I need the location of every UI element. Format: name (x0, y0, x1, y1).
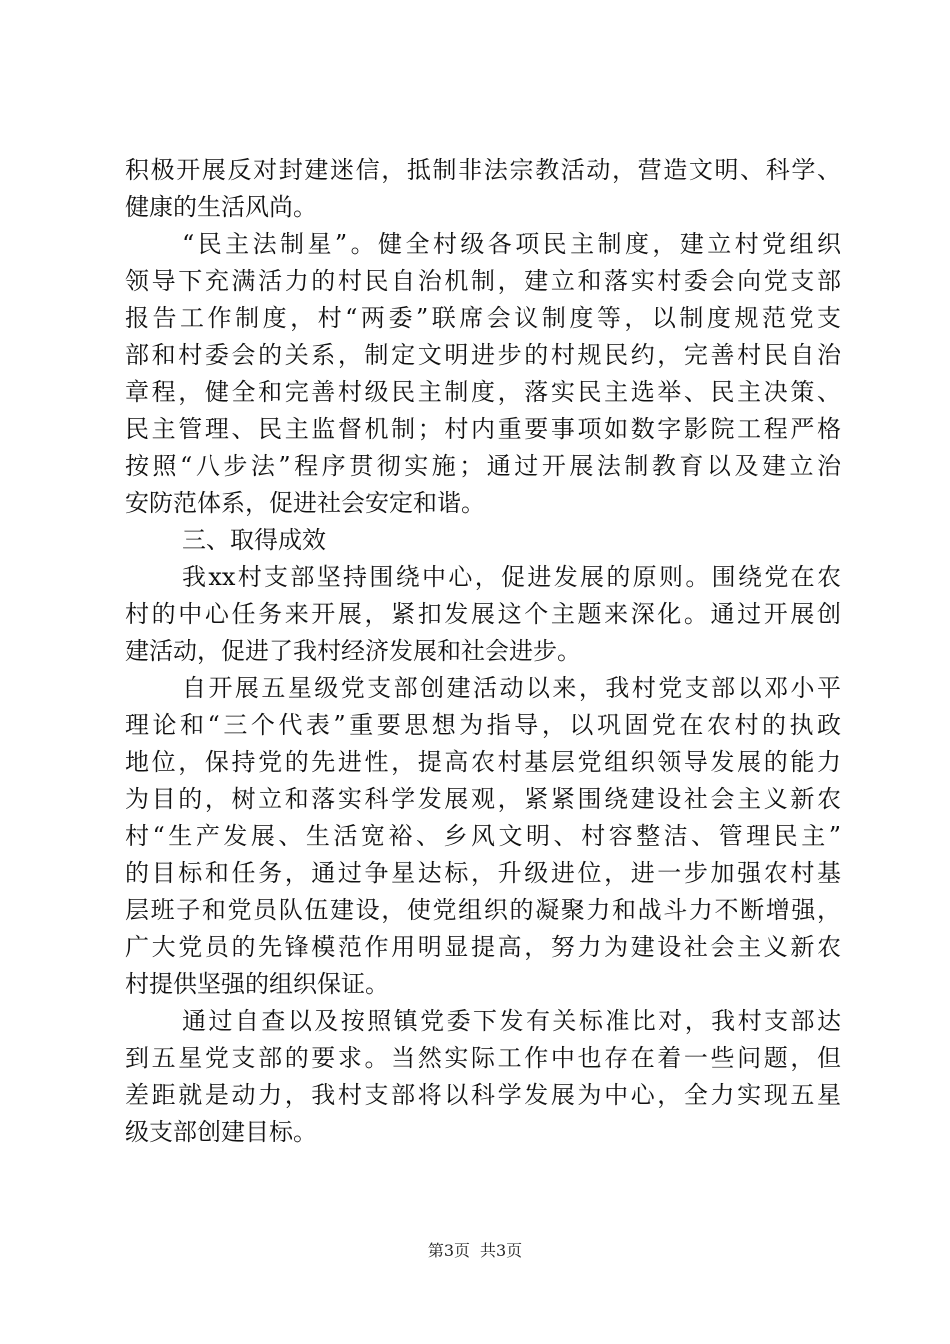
text-line: 级支部创建目标。 (125, 1118, 317, 1146)
text-line: 层班子和党员队伍建设，使党组织的凝聚力和战斗力不断增强， (125, 896, 841, 924)
text-line: 地位，保持党的先进性，提高农村基层党组织领导发展的能力 (125, 748, 841, 776)
section-heading: 三、取得成效 (182, 526, 326, 554)
paragraph-first-line: 自开展五星级党支部创建活动以来，我村党支部以邓小平 (182, 674, 841, 702)
text-line: 村的中心任务来开展，紧扣发展这个主题来深化。通过开展创 (125, 600, 841, 628)
page-number: 第3页 (427, 1241, 470, 1260)
text-line: 民主管理、民主监督机制；村内重要事项如数字影院工程严格 (125, 415, 841, 443)
text-line: 广大党员的先锋模范作用明显提高，努力为建设社会主义新农 (125, 933, 841, 961)
text-line: 村“生产发展、生活宽裕、乡风文明、村容整洁、管理民主” (125, 822, 841, 850)
text-line: 按照“八步法”程序贯彻实施；通过开展法制教育以及建立治 (125, 452, 841, 480)
paragraph-first-line: 通过自查以及按照镇党委下发有关标准比对，我村支部达 (182, 1007, 841, 1035)
text-line: 报告工作制度，村“两委”联席会议制度等，以制度规范党支 (125, 304, 841, 332)
text-line: 为目的，树立和落实科学发展观，紧紧围绕建设社会主义新农 (125, 785, 841, 813)
text-line: 到五星党支部的要求。当然实际工作中也存在着一些问题，但 (125, 1044, 841, 1072)
text-line: 差距就是动力，我村支部将以科学发展为中心，全力实现五星 (125, 1081, 841, 1109)
text-line: 章程，健全和完善村级民主制度，落实民主选举、民主决策、 (125, 378, 841, 406)
text-line: 的目标和任务，通过争星达标，升级进位，进一步加强农村基 (125, 859, 841, 887)
body-text (125, 152, 841, 1151)
text-line: 建活动，促进了我村经济发展和社会进步。 (125, 637, 581, 665)
paragraph-first-line: 我xx村支部坚持围绕中心，促进发展的原则。围绕党在农 (182, 563, 841, 591)
text-line: 理论和“三个代表”重要思想为指导，以巩固党在农村的执政 (125, 711, 841, 739)
page-total: 共3页 (480, 1241, 523, 1260)
text-line: 部和村委会的关系，制定文明进步的村规民约，完善村民自治 (125, 341, 841, 369)
paragraph-first-line: “民主法制星”。健全村级各项民主制度，建立村党组织 (182, 230, 841, 258)
text-line: 领导下充满活力的村民自治机制，建立和落实村委会向党支部 (125, 267, 841, 295)
page-footer (0, 1240, 950, 1262)
text-line: 健康的生活风尚。 (125, 193, 317, 221)
text-line: 安防范体系，促进社会安定和谐。 (125, 489, 485, 517)
text-line: 村提供坚强的组织保证。 (125, 970, 389, 998)
text-line: 积极开展反对封建迷信，抵制非法宗教活动，营造文明、科学、 (125, 156, 841, 184)
